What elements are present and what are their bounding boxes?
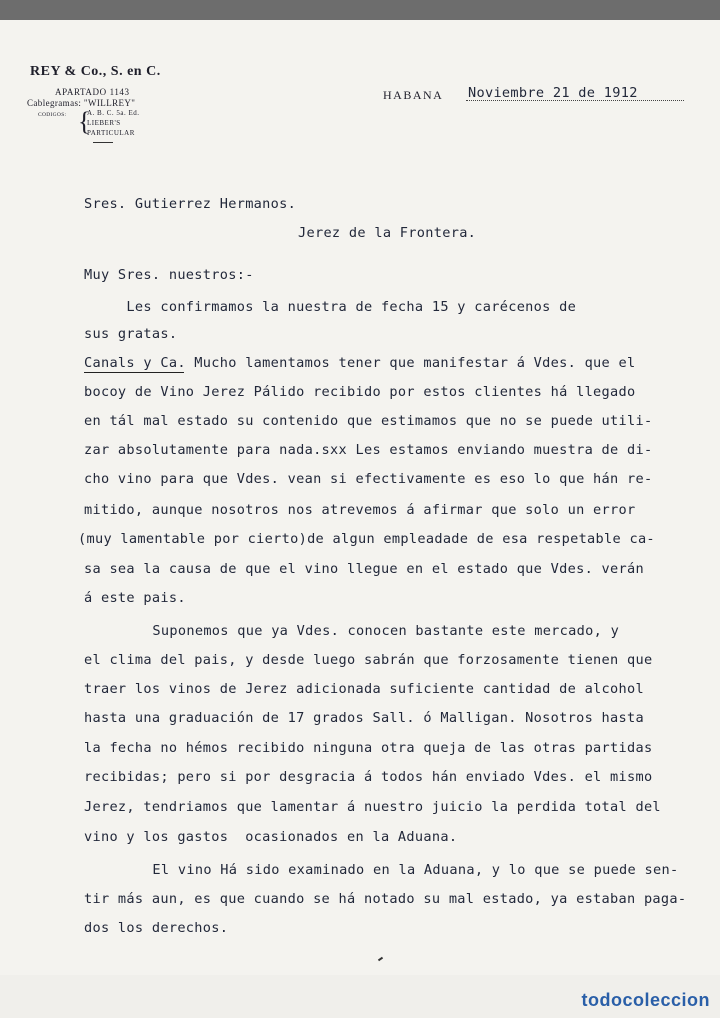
body-line: vino y los gastos ocasionados en la Aduana. bbox=[84, 829, 458, 845]
watermark-logo: todocoleccion bbox=[581, 990, 710, 1010]
brace-mark: { bbox=[78, 107, 91, 136]
body-line: dos los derechos. bbox=[84, 920, 229, 936]
body-line: sa sea la causa de que el vino llegue en el estado que Vdes. verán bbox=[84, 561, 644, 577]
salutation: Muy Sres. nuestros:- bbox=[84, 267, 254, 283]
body-line: sus gratas. bbox=[84, 326, 178, 342]
company-name: REY & Co., S. en C. bbox=[30, 64, 161, 79]
body-line: Jerez, tendriamos que lamentar á nuestro juicio la perdida total del bbox=[84, 799, 661, 815]
body-line: el clima del pais, y desde luego sabrán que forzosamente tienen que bbox=[84, 652, 653, 668]
code-item: LIEBER'S bbox=[87, 119, 121, 127]
code-item: PARTICULAR bbox=[87, 129, 135, 137]
body-line: á este pais. bbox=[84, 590, 186, 606]
body-line: en tál mal estado su contenido que estimamos que no se puede utili- bbox=[84, 413, 653, 429]
addressee-name: Sres. Gutierrez Hermanos. bbox=[84, 196, 297, 212]
letter-date: Noviembre 21 de 1912 bbox=[468, 85, 638, 101]
date-dotted-line bbox=[466, 100, 684, 101]
body-line: El vino Há sido examinado en la Aduana, y lo que se puede sen- bbox=[110, 862, 679, 878]
code-item: A. B. C. 5a. Ed. bbox=[87, 109, 140, 117]
body-line: la fecha no hémos recibido ninguna otra queja de las otras partidas bbox=[84, 740, 653, 756]
body-line: bocoy de Vino Jerez Pálido recibido por estos clientes há llegado bbox=[84, 384, 636, 400]
codigos-label: CODIGOS: bbox=[38, 112, 67, 118]
body-line: tir más aun, es que cuando se há notado su mal estado, ya estaban paga- bbox=[84, 891, 687, 907]
city: HABANA bbox=[383, 88, 444, 102]
body-line: (muy lamentable por cierto)de algun empleadade de esa respetable ca- bbox=[78, 531, 655, 547]
body-line: Les confirmamos la nuestra de fecha 15 y carécenos de bbox=[84, 299, 577, 315]
body-line: cho vino para que Vdes. vean si efectivamente es eso lo que hán re- bbox=[84, 471, 653, 487]
apartado: APARTADO 1143 bbox=[55, 87, 130, 97]
body-line: Suponemos que ya Vdes. conocen bastante este mercado, y bbox=[110, 623, 620, 639]
canals-underline bbox=[84, 372, 184, 373]
body-line: Canals y Ca. Mucho lamentamos tener que manifestar á Vdes. que el bbox=[84, 355, 636, 371]
addressee-place: Jerez de la Frontera. bbox=[298, 225, 477, 241]
body-line: mitido, aunque nosotros nos atrevemos á afirmar que solo un error bbox=[84, 502, 636, 518]
cablegram: Cablegramas: "WILLREY" bbox=[27, 98, 136, 108]
body-line: zar absolutamente para nada.sxx Les estamos enviando muestra de di- bbox=[84, 442, 653, 458]
body-line: recibidas; pero si por desgracia á todos hán enviado Vdes. el mismo bbox=[84, 769, 653, 785]
letterhead-divider bbox=[93, 142, 113, 143]
body-line: traer los vinos de Jerez adicionada suficiente cantidad de alcohol bbox=[84, 681, 644, 697]
body-line: hasta una graduación de 17 grados Sall. ó Malligan. Nosotros hasta bbox=[84, 710, 644, 726]
